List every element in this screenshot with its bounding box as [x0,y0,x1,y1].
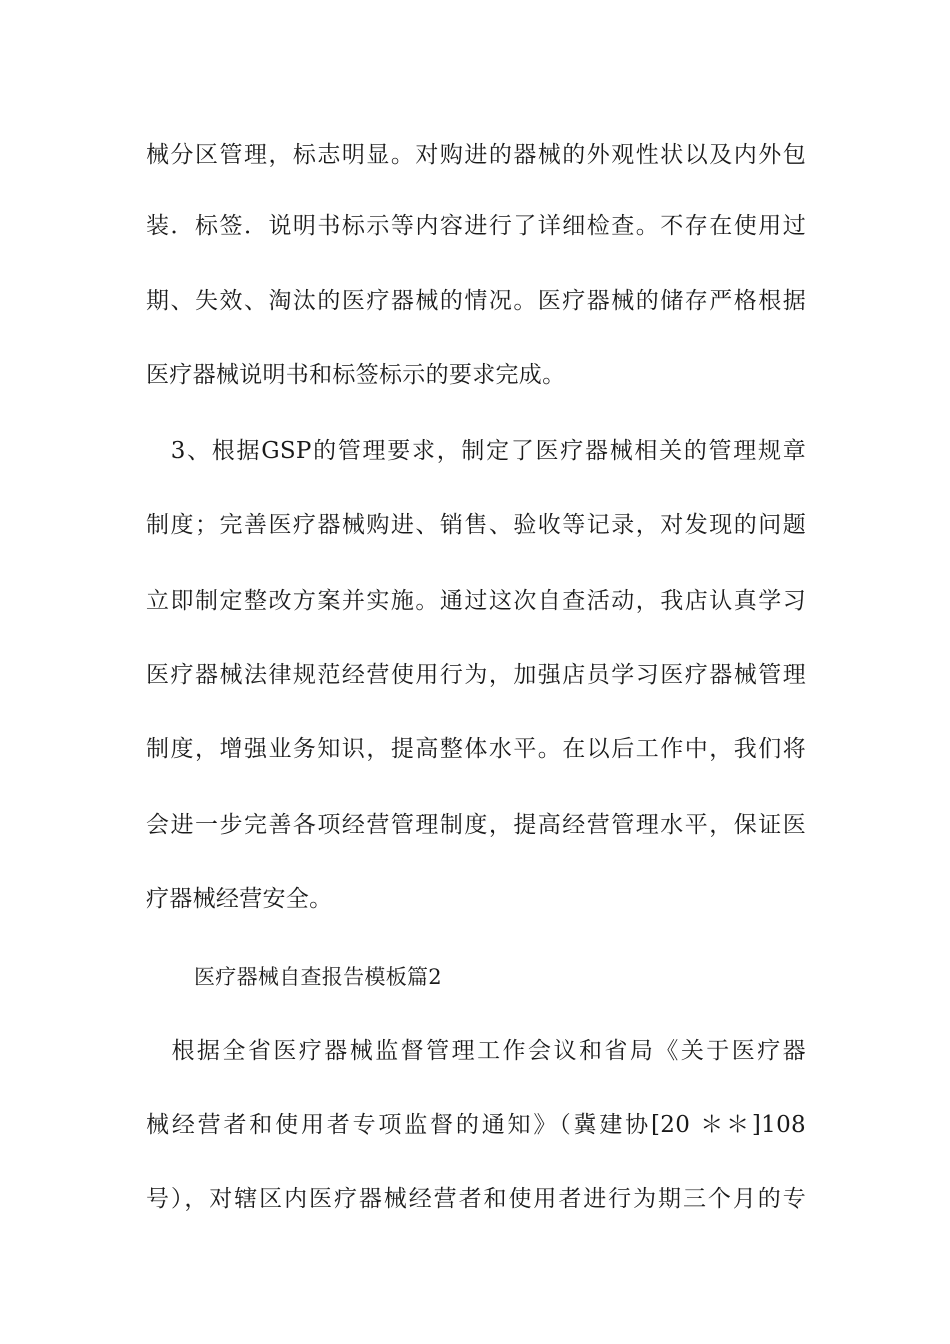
paragraph-1-line-2: 装．标签．说明书标示等内容进行了详细检查。不存在使用过 [146,213,806,239]
paragraph-3-line-3: 号），对辖区内医疗器械经营者和使用者进行为期三个月的专 [146,1186,806,1212]
paragraph-2-line-3: 立即制定整改方案并实施。通过这次自查活动，我店认真学习 [146,588,806,614]
paragraph-2-line-2: 制度；完善医疗器械购进、销售、验收等记录，对发现的问题 [146,512,806,538]
paragraph-3-line-2: 械经营者和使用者专项监督的通知》（冀建协[20 ＊＊]108 [146,1112,806,1138]
paragraph-2-line-1: 3、根据GSP的管理要求，制定了医疗器械相关的管理规章 [146,438,806,464]
paragraph-1-line-1: 械分区管理，标志明显。对购进的器械的外观性状以及内外包 [146,142,806,168]
paragraph-2-line-5: 制度，增强业务知识，提高整体水平。在以后工作中，我们将 [146,736,806,762]
section-heading: 医疗器械自查报告模板篇2 [194,965,442,989]
paragraph-2-line-6: 会进一步完善各项经营管理制度，提高经营管理水平，保证医 [146,812,806,838]
paragraph-2-line-7: 疗器械经营安全。 [146,886,333,912]
paragraph-3-line-1: 根据全省医疗器械监督管理工作会议和省局《关于医疗器 [146,1038,806,1064]
paragraph-1-line-4: 医疗器械说明书和标签标示的要求完成。 [146,362,566,388]
paragraph-1-line-3: 期、失效、淘汰的医疗器械的情况。医疗器械的储存严格根据 [146,288,806,314]
paragraph-2-line-4: 医疗器械法律规范经营使用行为，加强店员学习医疗器械管理 [146,662,806,688]
